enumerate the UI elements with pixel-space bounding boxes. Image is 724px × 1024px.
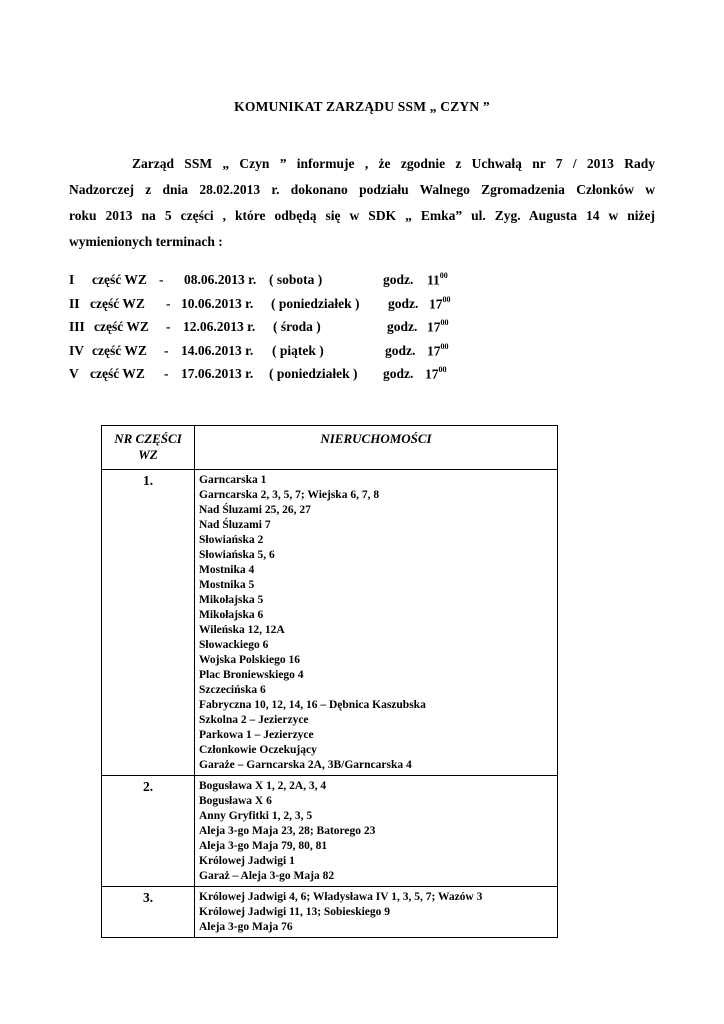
dash: - [166,319,171,334]
part-numeral: II [69,295,80,311]
paragraph-line: Nadzorczej z dnia 28.02.2013 r. dokonano podziału Walnego Zgromadzenia Członków w [69,182,655,197]
property-item: Garaż – Aleja 3-go Maja 82 [199,870,335,882]
part-number-cell: 3. [102,887,195,938]
session-time [427,272,448,289]
paragraph-line: wymienionych terminach : [69,234,223,249]
part-number-cell: 1. [102,470,195,776]
part-label: część WZ [90,295,145,311]
properties-table [101,425,558,938]
time-label: godz. [385,342,416,358]
table-row [102,776,558,887]
minutes: 00 [442,294,451,304]
part-numeral: IV [69,342,85,358]
time-label: godz. [383,272,414,287]
property-item: Słowiańska 5, 6 [199,549,275,561]
property-item: Królowej Jadwigi 11, 13; Sobieskiego 9 [199,906,391,918]
property-item: Mostnika 5 [199,579,255,591]
session-date: 10.06.2013 r. [181,295,254,311]
property-item: Królowej Jadwigi 4, 6; Władysława IV 1, 3, 5, 7; Wazów 3 [199,891,483,903]
property-item: Nad Śluzami 25, 26, 27 [199,504,311,516]
property-item: Królowej Jadwigi 1 [199,855,295,867]
dash: - [166,295,171,311]
part-numeral: I [69,272,75,287]
paragraph-line: Zarząd SSM „ Czyn ” informuje , że zgodnie z Uchwałą nr 7 / 2013 Rady [132,156,655,171]
session-time [427,343,449,360]
schedule-row [69,366,589,390]
property-item: Aleja 3-go Maja 79, 80, 81 [199,840,328,852]
part-label: część WZ [92,272,147,287]
property-item: Plac Broniewskiego 4 [199,669,304,681]
hour: 17 [429,296,443,311]
part-numeral: V [69,366,79,381]
properties-cell [195,776,558,887]
property-item: Aleja 3-go Maja 23, 28; Batorego 23 [199,825,376,837]
time-label: godz. [387,319,418,334]
properties-cell [195,887,558,938]
property-item: Szczecińska 6 [199,684,266,696]
property-item: Szkolna 2 – Jezierzyce [199,714,309,726]
dash: - [164,342,169,358]
property-item: Garncarska 1 [199,474,267,486]
properties-cell [195,470,558,776]
table-row [102,470,558,776]
property-item: Fabryczna 10, 12, 14, 16 – Dębnica Kaszubska [199,699,426,711]
property-item: Bogusława X 1, 2, 2A, 3, 4 [199,780,327,792]
property-item: Garncarska 2, 3, 5, 7; Wiejska 6, 7, 8 [199,489,380,501]
property-item: Wileńska 12, 12A [199,624,285,636]
dash: - [164,366,169,381]
schedule-row [69,319,589,343]
property-item: Nad Śluzami 7 [199,519,271,531]
time-label: godz. [388,295,419,311]
table-row [102,887,558,938]
header-part-line2: WZ [138,447,158,462]
schedule-row [69,272,589,296]
property-item: Słowiańska 2 [199,534,264,546]
property-item: Mostnika 4 [199,564,255,576]
schedule-list [69,272,589,390]
session-date: 14.06.2013 r. [181,342,254,358]
part-number-cell: 2. [102,776,195,887]
intro-paragraph [69,151,655,255]
hour: 11 [427,272,440,288]
session-time [427,319,449,336]
property-item: Parkowa 1 – Jezierzyce [199,729,314,741]
session-day: ( poniedziałek ) [271,295,360,311]
property-item: Wojska Polskiego 16 [199,654,300,666]
minutes: 00 [438,365,447,374]
property-item: Anny Gryfitki 1, 2, 3, 5 [199,810,313,822]
minutes: 00 [440,341,449,351]
part-label: część WZ [92,342,147,358]
session-day: ( środa ) [273,319,321,334]
session-date: 17.06.2013 r. [181,366,254,381]
dash: - [159,272,164,287]
time-label: godz. [383,366,414,381]
property-item: Aleja 3-go Maja 76 [199,921,293,933]
schedule-row [69,343,589,367]
property-item: Bogusława X 6 [199,795,272,807]
session-date: 12.06.2013 r. [183,319,256,334]
session-time [429,296,451,313]
minutes: 00 [440,318,449,327]
table-header-row [102,426,558,470]
document-title: KOMUNIKAT ZARZĄDU SSM „ CZYN ” [234,99,490,114]
part-label: część WZ [94,319,149,334]
header-part-line1: NR CZĘŚCI [114,431,182,446]
session-day: ( poniedziałek ) [269,366,358,381]
property-item: Mikołajska 6 [199,609,264,621]
property-item: Mikołajska 5 [199,594,264,606]
header-part-number [102,426,195,470]
header-properties: NIERUCHOMOŚCI [195,426,558,470]
session-day: ( piątek ) [272,342,324,358]
property-item: Członkowie Oczekujący [199,744,317,756]
schedule-row [69,296,589,320]
session-time [425,366,447,383]
hour: 17 [425,366,439,382]
paragraph-line: roku 2013 na 5 części , które odbędą się w SDK „ Emka” ul. Zyg. Augusta 14 w niżej [69,208,655,223]
hour: 17 [427,343,441,358]
part-numeral: III [69,319,85,334]
hour: 17 [427,319,441,335]
part-label: część WZ [90,366,145,381]
property-item: Garaże – Garncarska 2A, 3B/Garncarska 4 [199,759,412,771]
session-day: ( sobota ) [269,272,323,287]
property-item: Słowackiego 6 [199,639,269,651]
session-date: 08.06.2013 r. [184,272,257,287]
minutes: 00 [439,271,448,280]
